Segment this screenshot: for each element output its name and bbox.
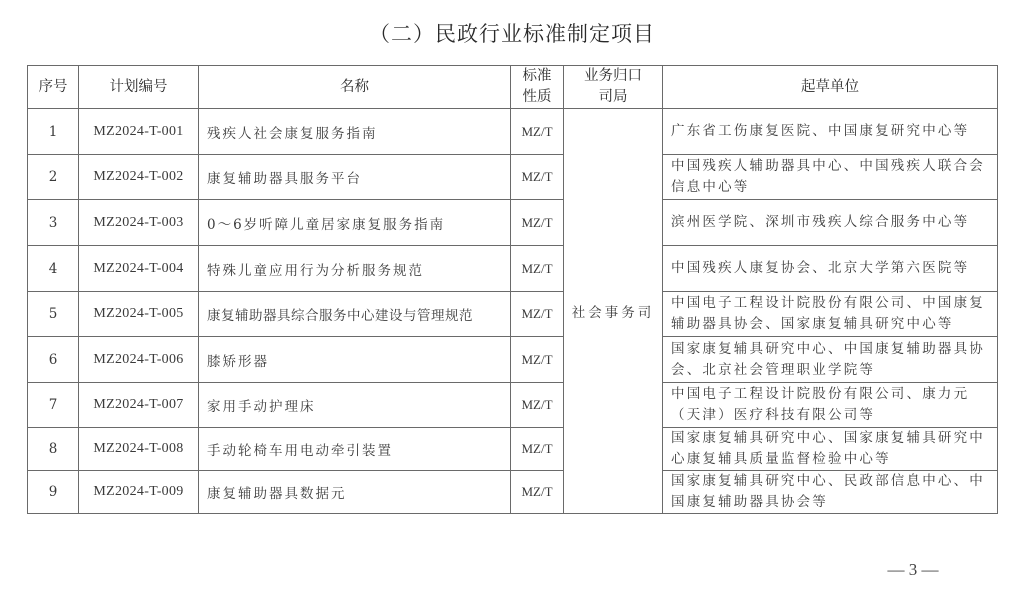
table-row bbox=[28, 109, 998, 155]
header-nature bbox=[511, 66, 564, 109]
row-nature: MZ/T bbox=[511, 155, 564, 200]
table-row bbox=[28, 155, 998, 200]
row-dept: 社会事务司 bbox=[564, 109, 663, 514]
row-code: MZ2024-T-005 bbox=[79, 292, 199, 337]
standards-table bbox=[27, 65, 998, 514]
section-title: （二）民政行业标准制定项目 bbox=[369, 22, 655, 46]
row-name: 膝矫形器 bbox=[199, 337, 511, 383]
row-name: 手动轮椅车用电动牵引装置 bbox=[199, 428, 511, 471]
row-drafter: 中国残疾人辅助器具中心、中国残疾人联合会信息中心等 bbox=[663, 155, 998, 200]
page-number: — 3 — bbox=[887, 560, 939, 579]
header-no: 序号 bbox=[28, 66, 79, 109]
table-row bbox=[28, 428, 998, 471]
row-nature: MZ/T bbox=[511, 200, 564, 246]
row-drafter: 国家康复辅具研究中心、国家康复辅具研究中心康复辅具质量监督检验中心等 bbox=[663, 428, 998, 471]
row-drafter: 中国残疾人康复协会、北京大学第六医院等 bbox=[663, 246, 998, 292]
row-drafter: 国家康复辅具研究中心、民政部信息中心、中国康复辅助器具协会等 bbox=[663, 471, 998, 514]
row-nature: MZ/T bbox=[511, 383, 564, 428]
row-no: 3 bbox=[28, 200, 79, 246]
row-drafter: 中国电子工程设计院股份有限公司、中国康复辅助器具协会、国家康复辅具研究中心等 bbox=[663, 292, 998, 337]
row-drafter: 滨州医学院、深圳市残疾人综合服务中心等 bbox=[663, 200, 998, 246]
row-no: 6 bbox=[28, 337, 79, 383]
row-nature: MZ/T bbox=[511, 428, 564, 471]
row-no: 7 bbox=[28, 383, 79, 428]
table-row bbox=[28, 200, 998, 246]
row-code: MZ2024-T-008 bbox=[79, 428, 199, 471]
table-row bbox=[28, 471, 998, 514]
row-nature: MZ/T bbox=[511, 246, 564, 292]
row-name: 残疾人社会康复服务指南 bbox=[199, 109, 511, 155]
row-name: 康复辅助器具数据元 bbox=[199, 471, 511, 514]
table-row bbox=[28, 246, 998, 292]
row-no: 5 bbox=[28, 292, 79, 337]
row-code: MZ2024-T-006 bbox=[79, 337, 199, 383]
row-no: 2 bbox=[28, 155, 79, 200]
row-no: 4 bbox=[28, 246, 79, 292]
row-no: 1 bbox=[28, 109, 79, 155]
header-name: 名称 bbox=[199, 66, 511, 109]
row-drafter: 广东省工伤康复医院、中国康复研究中心等 bbox=[663, 109, 998, 155]
row-name: 康复辅助器具服务平台 bbox=[199, 155, 511, 200]
row-no: 9 bbox=[28, 471, 79, 514]
row-name: 家用手动护理床 bbox=[199, 383, 511, 428]
row-no: 8 bbox=[28, 428, 79, 471]
row-nature: MZ/T bbox=[511, 337, 564, 383]
table-row bbox=[28, 292, 998, 337]
row-nature: MZ/T bbox=[511, 109, 564, 155]
table-row bbox=[28, 337, 998, 383]
row-code: MZ2024-T-002 bbox=[79, 155, 199, 200]
header-drafter: 起草单位 bbox=[663, 66, 998, 109]
row-name: 特殊儿童应用行为分析服务规范 bbox=[199, 246, 511, 292]
row-code: MZ2024-T-009 bbox=[79, 471, 199, 514]
header-nature-label: 标准性质 bbox=[522, 68, 552, 105]
table-header-row bbox=[28, 66, 998, 109]
table-row bbox=[28, 383, 998, 428]
row-name: 康复辅助器具综合服务中心建设与管理规范 bbox=[199, 292, 511, 337]
row-nature: MZ/T bbox=[511, 471, 564, 514]
row-code: MZ2024-T-007 bbox=[79, 383, 199, 428]
row-name: 0～6岁听障儿童居家康复服务指南 bbox=[199, 200, 511, 246]
header-code: 计划编号 bbox=[79, 66, 199, 109]
row-nature: MZ/T bbox=[511, 292, 564, 337]
header-dept-label: 业务归口司局 bbox=[584, 68, 642, 105]
row-drafter: 国家康复辅具研究中心、中国康复辅助器具协会、北京社会管理职业学院等 bbox=[663, 337, 998, 383]
row-code: MZ2024-T-004 bbox=[79, 246, 199, 292]
row-drafter: 中国电子工程设计院股份有限公司、康力元（天津）医疗科技有限公司等 bbox=[663, 383, 998, 428]
header-dept bbox=[564, 66, 663, 109]
row-code: MZ2024-T-003 bbox=[79, 200, 199, 246]
row-code: MZ2024-T-001 bbox=[79, 109, 199, 155]
